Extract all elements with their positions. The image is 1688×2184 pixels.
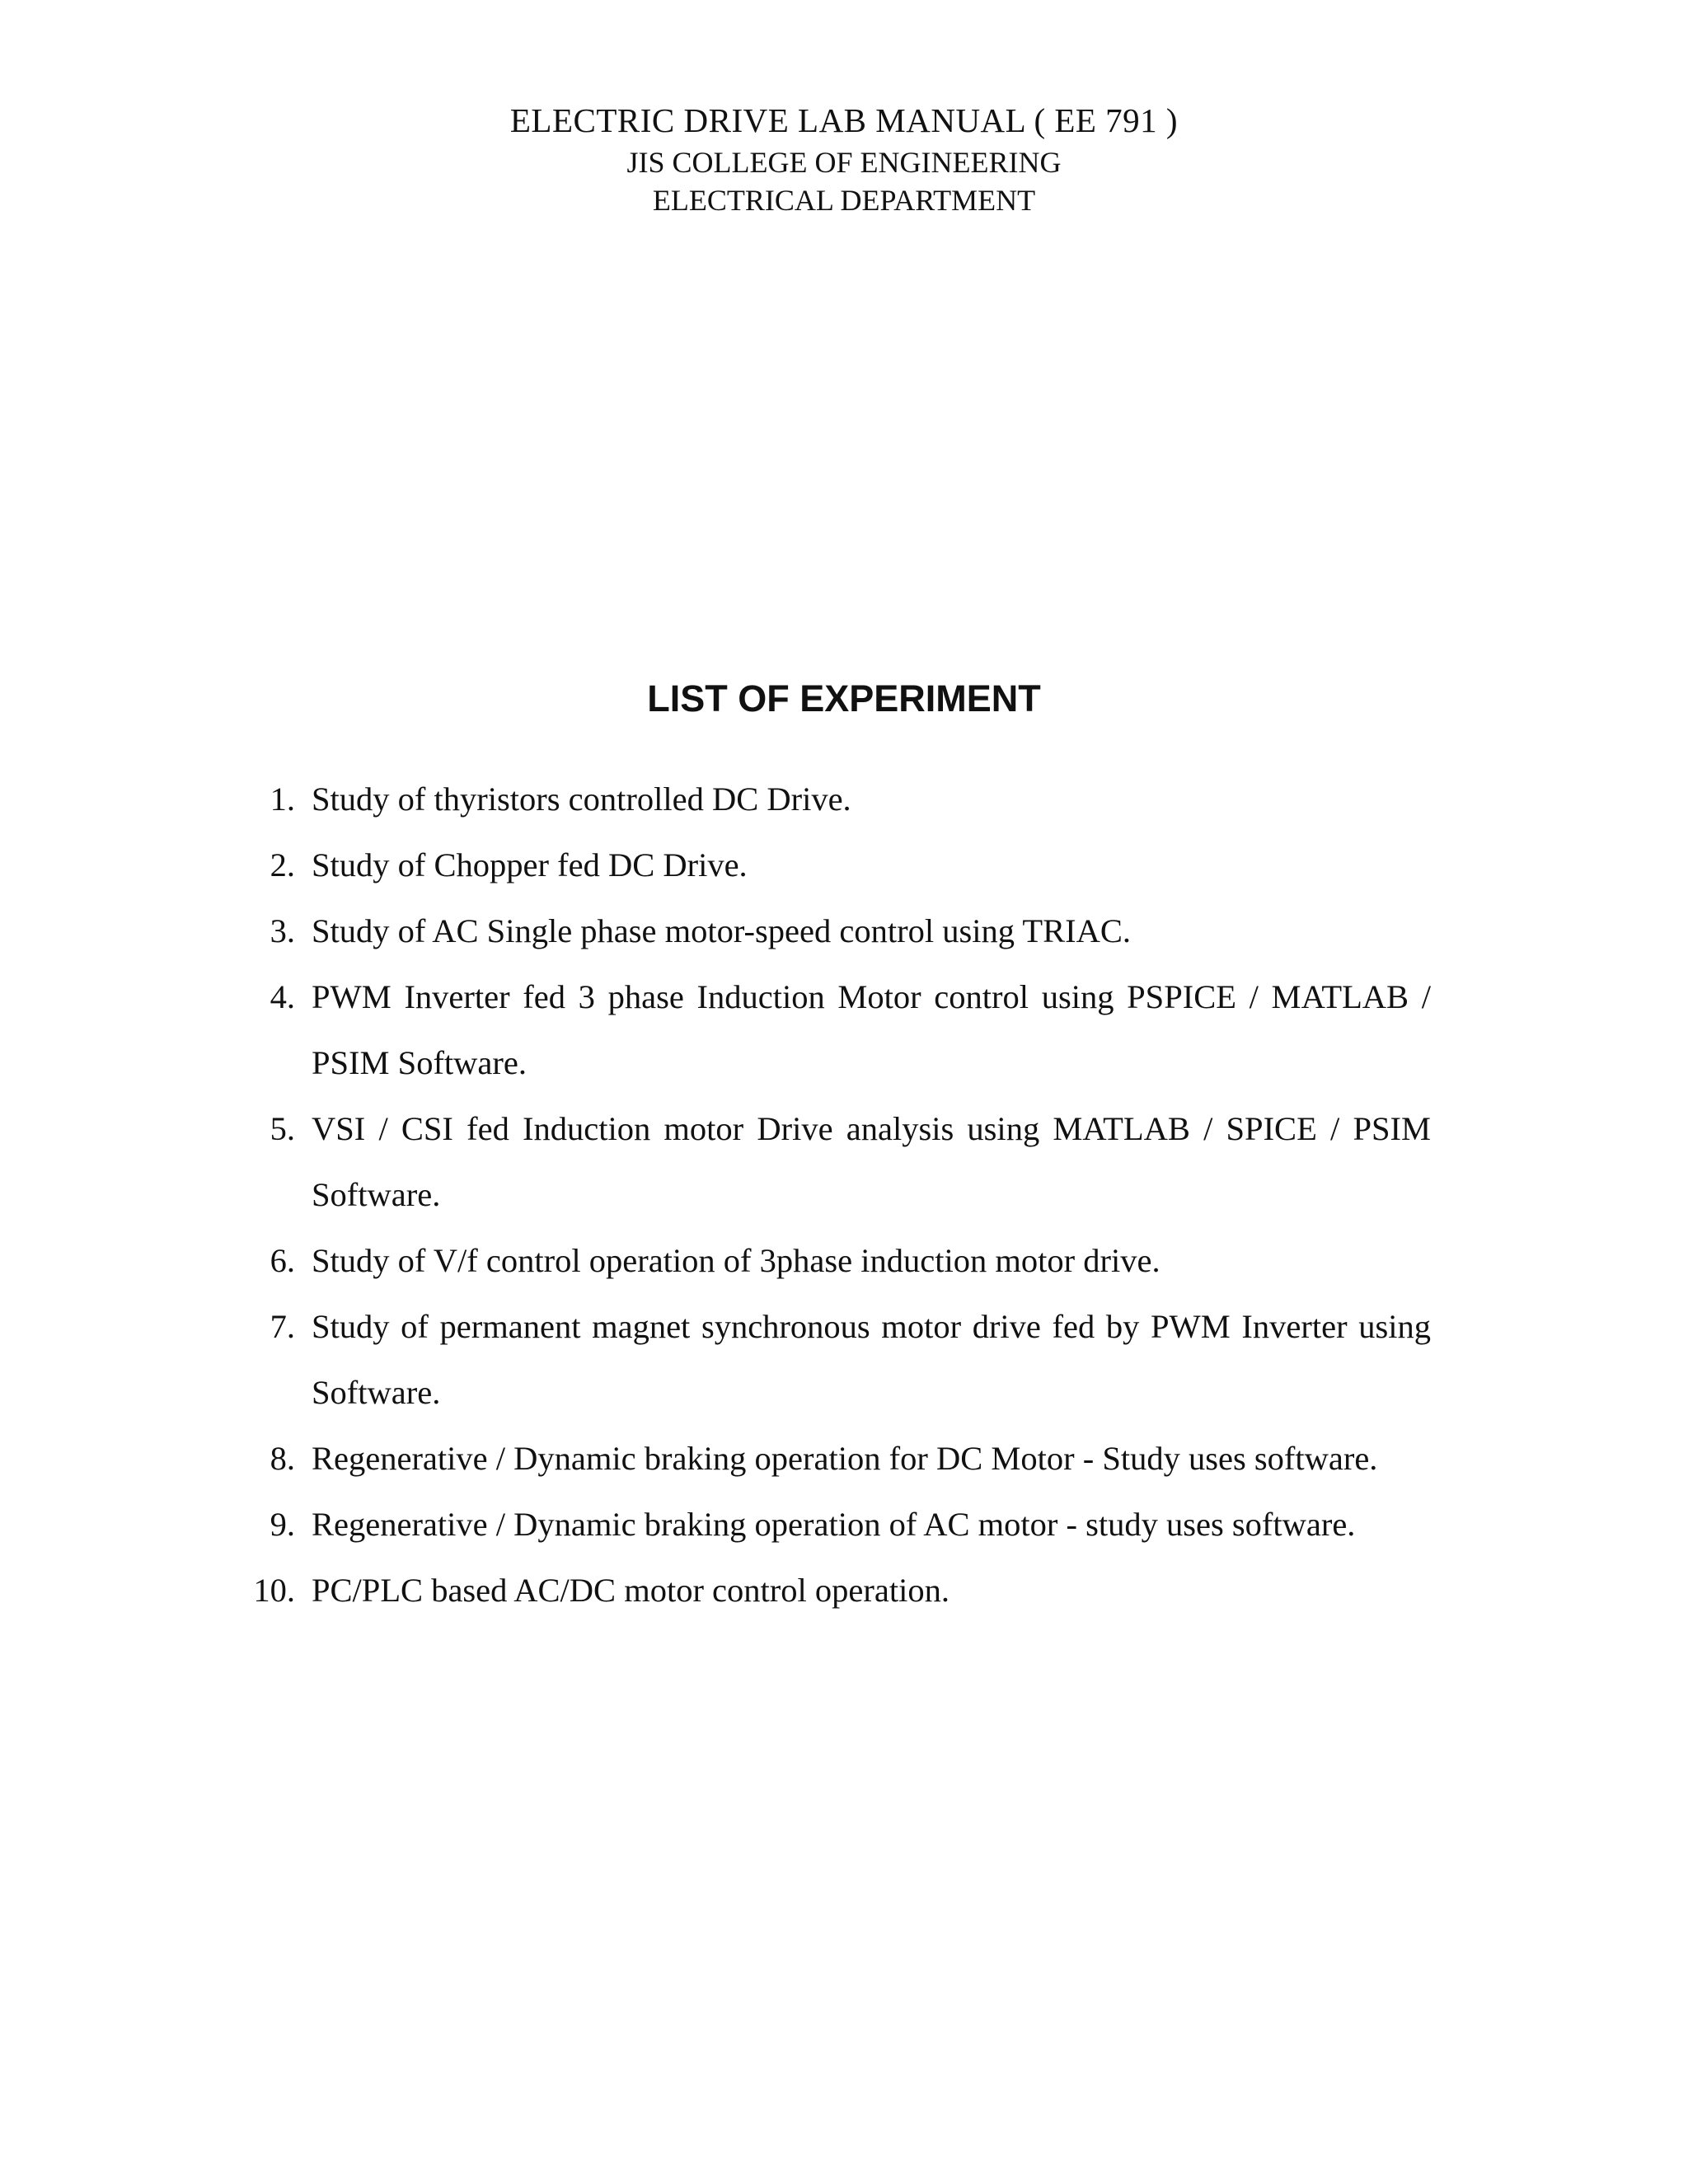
- experiment-item: [237, 964, 1431, 1096]
- experiment-item: [237, 1228, 1431, 1294]
- item-text: Study of Chopper fed DC Drive.: [312, 846, 748, 883]
- item-number: 2.: [270, 846, 295, 883]
- experiment-item: [237, 832, 1431, 898]
- experiment-item: [237, 898, 1431, 964]
- item-number: 8.: [270, 1440, 295, 1477]
- experiment-item: [237, 1492, 1431, 1558]
- item-number: 3.: [270, 912, 295, 949]
- item-text: VSI / CSI fed Induction motor Drive analysis using MATLAB / SPICE / PSIM Software.: [312, 1110, 1431, 1213]
- manual-title: ELECTRIC DRIVE LAB MANUAL ( EE 791 ): [509, 101, 1179, 139]
- experiment-list: [237, 766, 1431, 1624]
- item-number: 5.: [270, 1110, 295, 1147]
- item-number: 10.: [253, 1572, 295, 1609]
- item-text: Study of permanent magnet synchronous motor drive fed by PWM Inverter using Software.: [312, 1308, 1431, 1411]
- item-number: 1.: [270, 780, 295, 818]
- item-text: PC/PLC based AC/DC motor control operation.: [312, 1572, 950, 1609]
- item-number: 4.: [270, 978, 295, 1015]
- item-text: Study of thyristors controlled DC Drive.: [312, 780, 851, 818]
- experiment-item: [237, 766, 1431, 832]
- item-text: Study of V/f control operation of 3phase induction motor drive.: [312, 1242, 1160, 1279]
- item-number: 7.: [270, 1308, 295, 1345]
- item-text: Regenerative / Dynamic braking operation for DC Motor - Study uses software.: [312, 1440, 1378, 1477]
- item-number: 9.: [270, 1506, 295, 1543]
- item-text: Study of AC Single phase motor-speed control using TRIAC.: [312, 912, 1132, 949]
- list-heading: LIST OF EXPERIMENT: [647, 677, 1041, 719]
- document-header: [0, 97, 1688, 219]
- item-text: PWM Inverter fed 3 phase Induction Motor control using PSPICE / MATLAB / PSIM Software.: [312, 978, 1431, 1081]
- college-name: JIS COLLEGE OF ENGINEERING: [626, 146, 1062, 179]
- item-text: Regenerative / Dynamic braking operation of AC motor - study uses software.: [312, 1506, 1356, 1543]
- experiment-item: [237, 1558, 1431, 1624]
- experiment-item: [237, 1096, 1431, 1228]
- experiment-item: [237, 1294, 1431, 1426]
- experiment-item: [237, 1426, 1431, 1492]
- department-name: ELECTRICAL DEPARTMENT: [652, 184, 1036, 217]
- item-number: 6.: [270, 1242, 295, 1279]
